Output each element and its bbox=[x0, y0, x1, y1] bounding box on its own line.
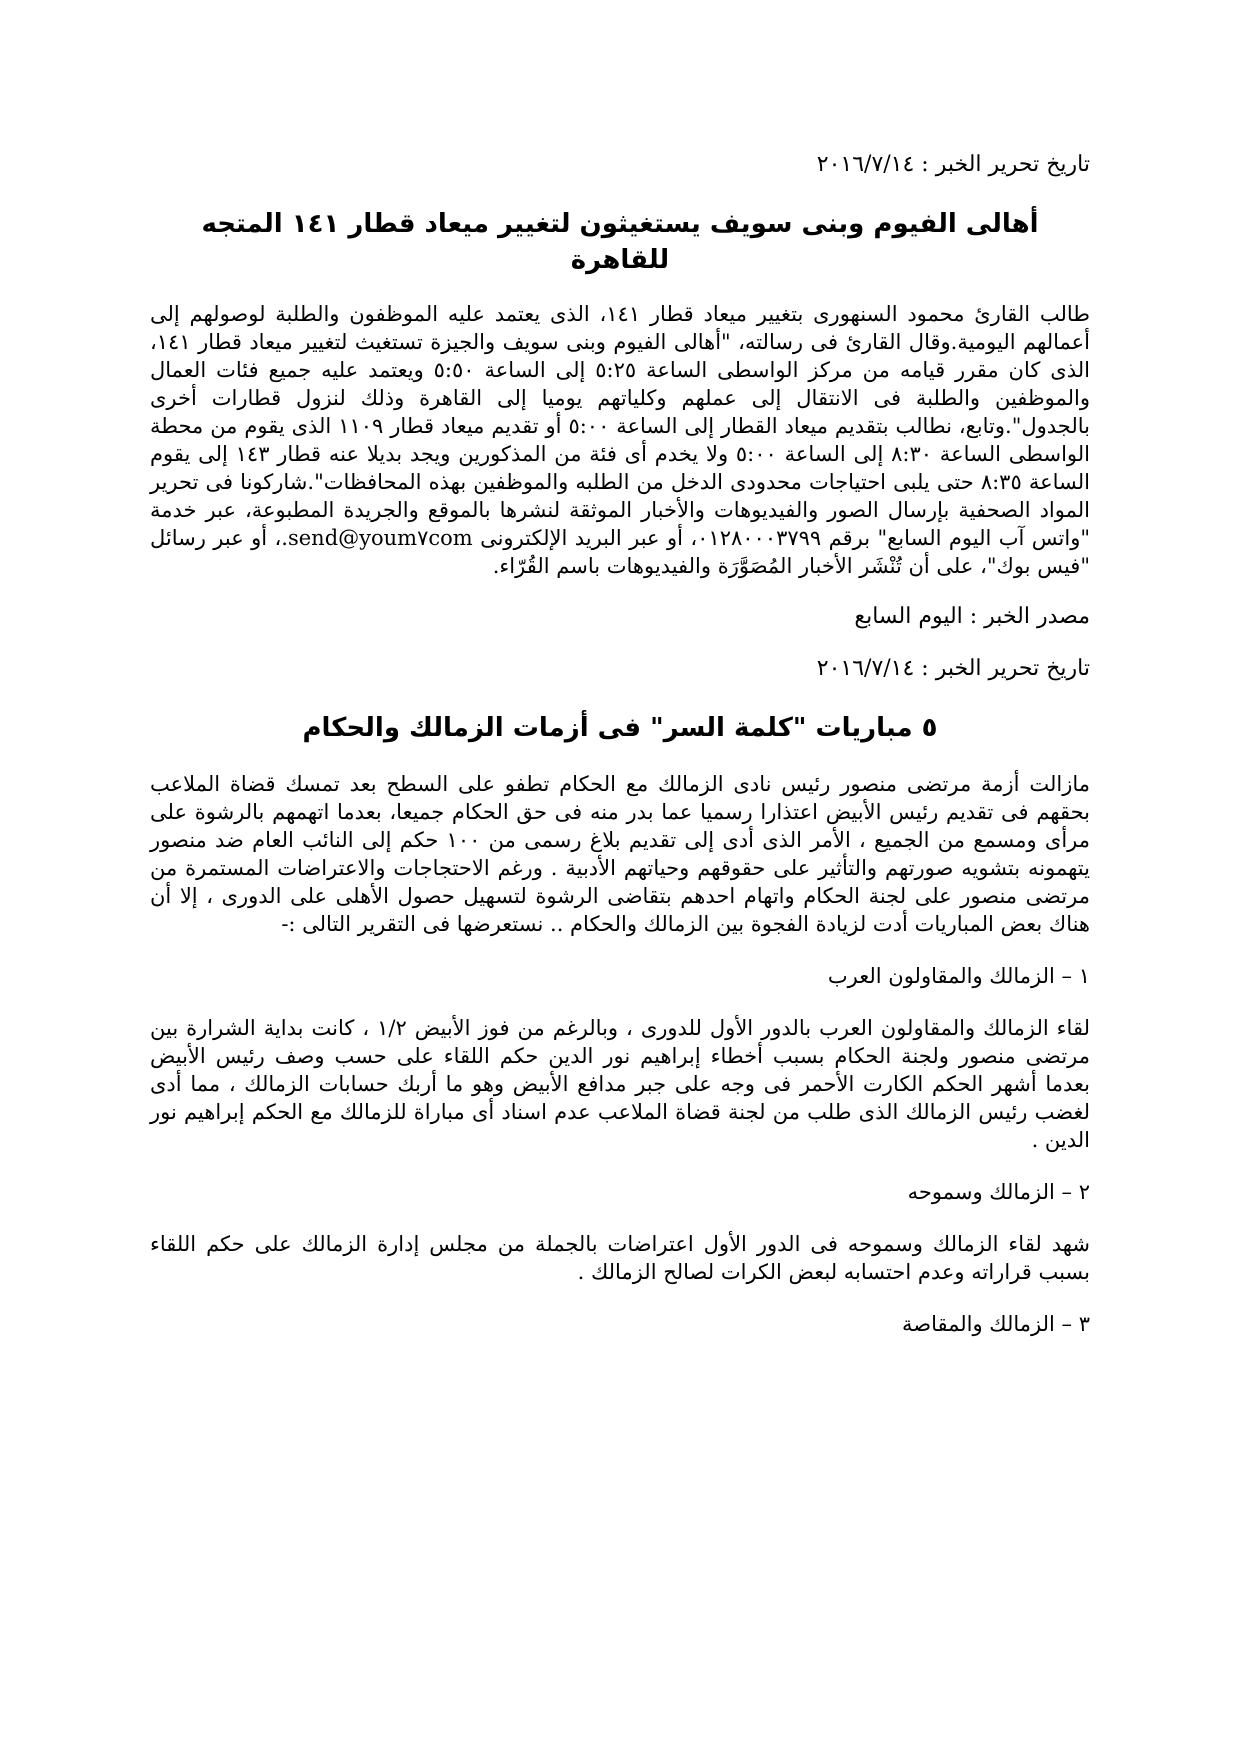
article-2-intro: مازالت أزمة مرتضى منصور رئيس نادى الزمالك مع الحكام تطفو على السطح بعد تمسك قضاة الملاعب بحقهم فى تقديم رئيس الأبيض اعتذارا رسميا عما بدر منه فى حق الحكام جميعا، بعدما اتهمهم بالرشوة على مرأى ومسمع من الجميع ، الأمر الذى أدى إلى تقديم بلاغ رسمى من ١٠٠ حكم إلى النائب العام ضد منصور يتهمونه بتشويه صورتهم والتأثير على حقوقهم وحياتهم الأدبية . ورغم الاحتجاجات والاعتراضات المستمرة من مرتضى منصور على لجنة الحكام واتهام احدهم بتقاضى الرشوة لتسهيل حصول الأهلى على الدورى ، إلا أن هناك بعض المباريات أدت لزيادة الفجوة بين الزمالك والحكام .. نستعرضها فى التقرير التالى :- bbox=[150, 772, 1090, 936]
section-1-text: لقاء الزمالك والمقاولون العرب بالدور الأول للدورى ، وبالرغم من فوز الأبيض ١/٢ ، كانت بداية الشرارة بين مرتضى منصور ولجنة الحكام بسبب أخطاء إبراهيم نور الدين حكم اللقاء على حسب وصف رئيس الأبيض بعدما أشهر الحكم الكارت الأحمر فى وجه على جبر مدافع الأبيض وهو ما أربك حسابات الزمالك ، مما أدى لغضب رئيس الزمالك الذى طلب من لجنة قضاة الملاعب عدم اسناد أى مباراة للزمالك مع الحكم إبراهيم نور الدين . bbox=[150, 1016, 1090, 1152]
article-2-title: ٥ مباريات "كلمة السر" فى أزمات الزمالك والحكام bbox=[302, 713, 938, 743]
article-1-body: طالب القارئ محمود السنهورى بتغيير ميعاد قطار ١٤١، الذى يعتمد عليه الموظفون والطلبة لوصولهم إلى أعمالهم اليومية.وقال القارئ فى رسالته، "أهالى الفيوم وبنى سويف والجيزة تستغيث لتغيير ميعاد قطار ١٤١، الذى كان مقرر قيامه من مركز الواسطى الساعة ٥:٢٥ إلى الساعة ٥:٥٠ ويعتمد عليه جميع فئات العمال والموظفين والطلبة فى الانتقال إلى عملهم وكلياتهم يوميا إلى القاهرة وذلك لنزول قطارات أخرى بالجدول".وتابع، نطالب بتقديم ميعاد القطار إلى الساعة ٥:٠٠ أو تقديم ميعاد قطار ١١٠٩ الذى يقوم من محطة الواسطى الساعة ٨:٣٠ إلى الساعة ٥:٠٠ ولا يخدم أى فئة من المذكورين ويجد بديلا عنه قطار ١٤٣ إلى يقوم الساعة ٨:٣٥ حتى يلبى احتياجات محدودى الدخل من الطلبه والموظفين بهذه المحافظات".شاركونا فى تحرير المواد الصحفية بإرسال الصور والفيديوهات والأخبار الموثقة لنشرها بالموقع والجريدة المطبوعة، عبر خدمة "واتس آب اليوم السابع" برقم ٠١٢٨٠٠٠٣٧٩٩، أو عبر البريد الإلكترونى send@youm٧com.، أو عبر رسائل "فيس بوك"، على أن تُنْشَر الأخبار المُصَوَّرَة والفيديوهات باسم القُرّاء. bbox=[150, 302, 1091, 578]
document-page bbox=[150, 150, 1090, 1754]
section-3-heading: ٣ – الزمالك والمقاصة bbox=[902, 1312, 1090, 1336]
section-1-heading: ١ – الزمالك والمقاولون العرب bbox=[827, 964, 1090, 988]
section-2-text: شهد لقاء الزمالك وسموحه فى الدور الأول اعتراضات بالجملة من مجلس إدارة الزمالك على حكم اللقاء بسبب قراراته وعدم احتسابه لبعض الكرات لصالح الزمالك . bbox=[150, 1232, 1090, 1284]
article-1-source: مصدر الخبر : اليوم السابع bbox=[854, 604, 1090, 629]
article-1-date: تاريخ تحرير الخبر : ٢٠١٦/٧/١٤ bbox=[816, 152, 1090, 177]
section-2-heading: ٢ – الزمالك وسموحه bbox=[907, 1180, 1090, 1204]
article-1-title: أهالى الفيوم وبنى سويف يستغيثون لتغيير ميعاد قطار ١٤١ المتجه للقاهرة bbox=[201, 209, 1039, 275]
article-2-date: تاريخ تحرير الخبر : ٢٠١٦/٧/١٤ bbox=[816, 656, 1090, 681]
